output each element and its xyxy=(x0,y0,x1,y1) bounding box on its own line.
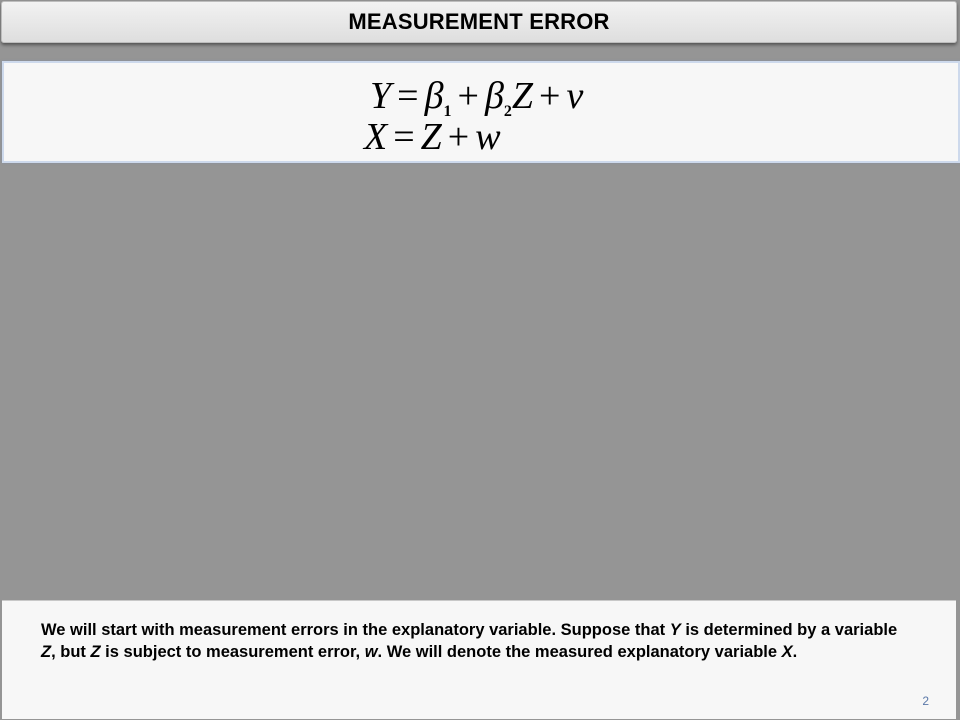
narration-part: is determined by a variable xyxy=(680,621,898,639)
narration-text xyxy=(41,619,911,663)
equation-x xyxy=(364,118,501,156)
eq2-lhs: X xyxy=(364,116,388,158)
eq1-beta1-sub: 1 xyxy=(443,103,452,120)
eq2-plus: + xyxy=(447,116,470,158)
eq2-equals: = xyxy=(393,116,415,158)
equation-y xyxy=(370,77,583,120)
slide-title: MEASUREMENT ERROR xyxy=(348,9,610,34)
narration-part: . We will denote the measured explanatory variable xyxy=(377,643,782,661)
eq2-z: Z xyxy=(420,116,442,158)
eq2-w: w xyxy=(475,116,501,158)
narration-var-w: w xyxy=(364,643,378,661)
eq1-v: v xyxy=(566,75,584,117)
slide-title-bar xyxy=(1,1,957,43)
narration-box xyxy=(2,600,956,719)
slide-number: 2 xyxy=(922,694,929,708)
eq1-lhs: Y xyxy=(370,75,392,117)
eq1-beta1: β xyxy=(424,75,444,117)
narration-part: . xyxy=(792,643,798,661)
eq1-beta2: β xyxy=(484,75,504,117)
narration-var-x: X xyxy=(781,643,793,661)
eq1-beta2-sub: 2 xyxy=(503,103,512,120)
eq1-equals: = xyxy=(397,75,419,117)
narration-var-z: Z xyxy=(90,643,101,661)
narration-part: We will start with measurement errors in the explanatory variable. Suppose that xyxy=(41,621,670,639)
narration-var-y: Y xyxy=(669,621,681,639)
narration-part: is subject to measurement error, xyxy=(100,643,365,661)
eq1-plus1: + xyxy=(457,75,479,117)
narration-part: , but xyxy=(51,643,91,661)
eq1-z: Z xyxy=(511,75,534,117)
eq1-plus2: + xyxy=(539,75,561,117)
equation-box xyxy=(2,61,960,163)
narration-var-z: Z xyxy=(41,643,52,661)
